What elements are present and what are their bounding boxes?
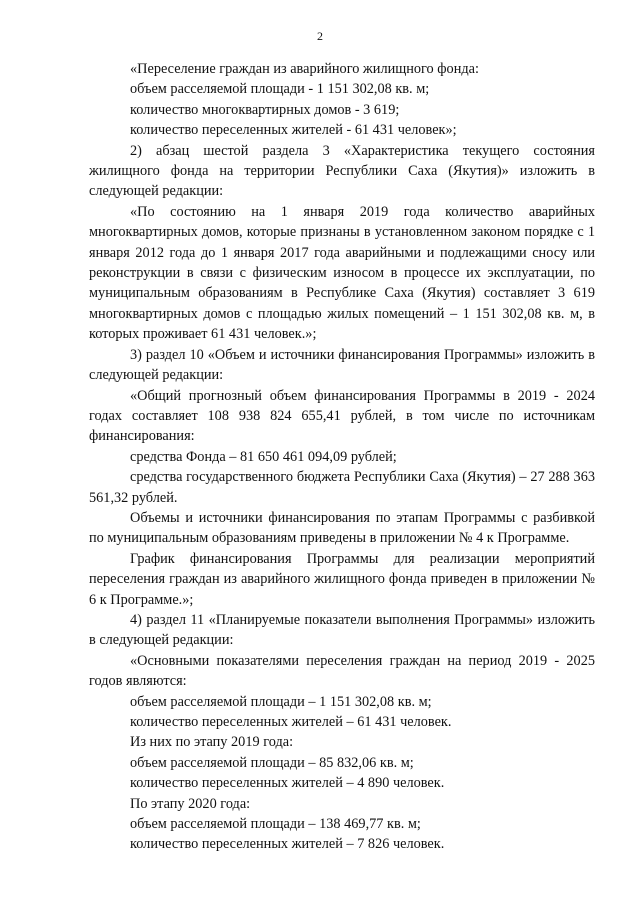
paragraph-8: «Общий прогнозный объем финансирования Программы в 2019 - 2024 годах составляет 108 938 824 655,41 рублей, в том числе по источникам финансирования:	[89, 387, 595, 445]
paragraph-18: объем расселяемой площади – 85 832,06 кв. м;	[130, 754, 414, 771]
paragraph-10: средства государственного бюджета Республики Саха (Якутия) – 27 288 363 561,32 рублей.	[89, 469, 595, 506]
paragraph-9: средства Фонда – 81 650 461 094,09 рублей;	[130, 448, 397, 465]
paragraph-7: 3) раздел 10 «Объем и источники финансирования Программы» изложить в следующей редакции:	[89, 346, 595, 384]
paragraph-11: Объемы и источники финансирования по этапам Программы с разбивкой по муниципальным образованиям приведены в приложении № 4 к Программе.	[89, 509, 595, 547]
paragraph-6: «По состоянию на 1 января 2019 года количество аварийных многоквартирных домов, которые признаны в установленном законом порядке с 1 января 2012 года до 1 января 2017 года аварийными и подлежащими сносу или реконструкции в связи с физическим износом в процессе их эксплуатации, по муниципальным образованиям в Республике Саха (Якутия) составляет 3 619 многоквартирных домов с площадью жилых помещений – 1 151 302,08 кв. м, в которых проживает 61 431 человек.»;	[89, 203, 595, 343]
paragraph-4: количество переселенных жителей - 61 431 человек»;	[130, 122, 457, 139]
paragraph-5: 2) абзац шестой раздела 3 «Характеристика текущего состояния жилищного фонда на территории Республики Саха (Якутия)» изложить в следующей редакции:	[89, 142, 595, 200]
paragraph-3: количество многоквартирных домов - 3 619;	[130, 101, 400, 118]
paragraph-21: объем расселяемой площади – 138 469,77 кв. м;	[130, 816, 421, 833]
paragraph-2: объем расселяемой площади - 1 151 302,08 кв. м;	[130, 81, 430, 98]
paragraph-13: 4) раздел 11 «Планируемые показатели выполнения Программы» изложить в следующей редакции:	[89, 611, 595, 649]
paragraph-20: По этапу 2020 года:	[130, 795, 251, 812]
paragraph-14: «Основными показателями переселения граждан на период 2019 - 2025 годов являются:	[89, 652, 595, 690]
paragraph-1: «Переселение граждан из аварийного жилищного фонда:	[130, 61, 479, 77]
paragraph-15: объем расселяемой площади – 1 151 302,08 кв. м;	[130, 693, 432, 710]
paragraph-22: количество переселенных жителей – 7 826 человек.	[130, 836, 445, 853]
paragraph-16: количество переселенных жителей – 61 431 человек.	[130, 714, 452, 730]
page-number: 2	[317, 29, 323, 43]
paragraph-17: Из них по этапу 2019 года:	[130, 734, 294, 751]
paragraph-19: количество переселенных жителей – 4 890 человек.	[130, 775, 445, 792]
paragraph-12: График финансирования Программы для реализации мероприятий переселения граждан из аварийного жилищного фонда приведен в приложении № 6 к Программе.»;	[89, 550, 595, 608]
document-body	[89, 59, 595, 855]
